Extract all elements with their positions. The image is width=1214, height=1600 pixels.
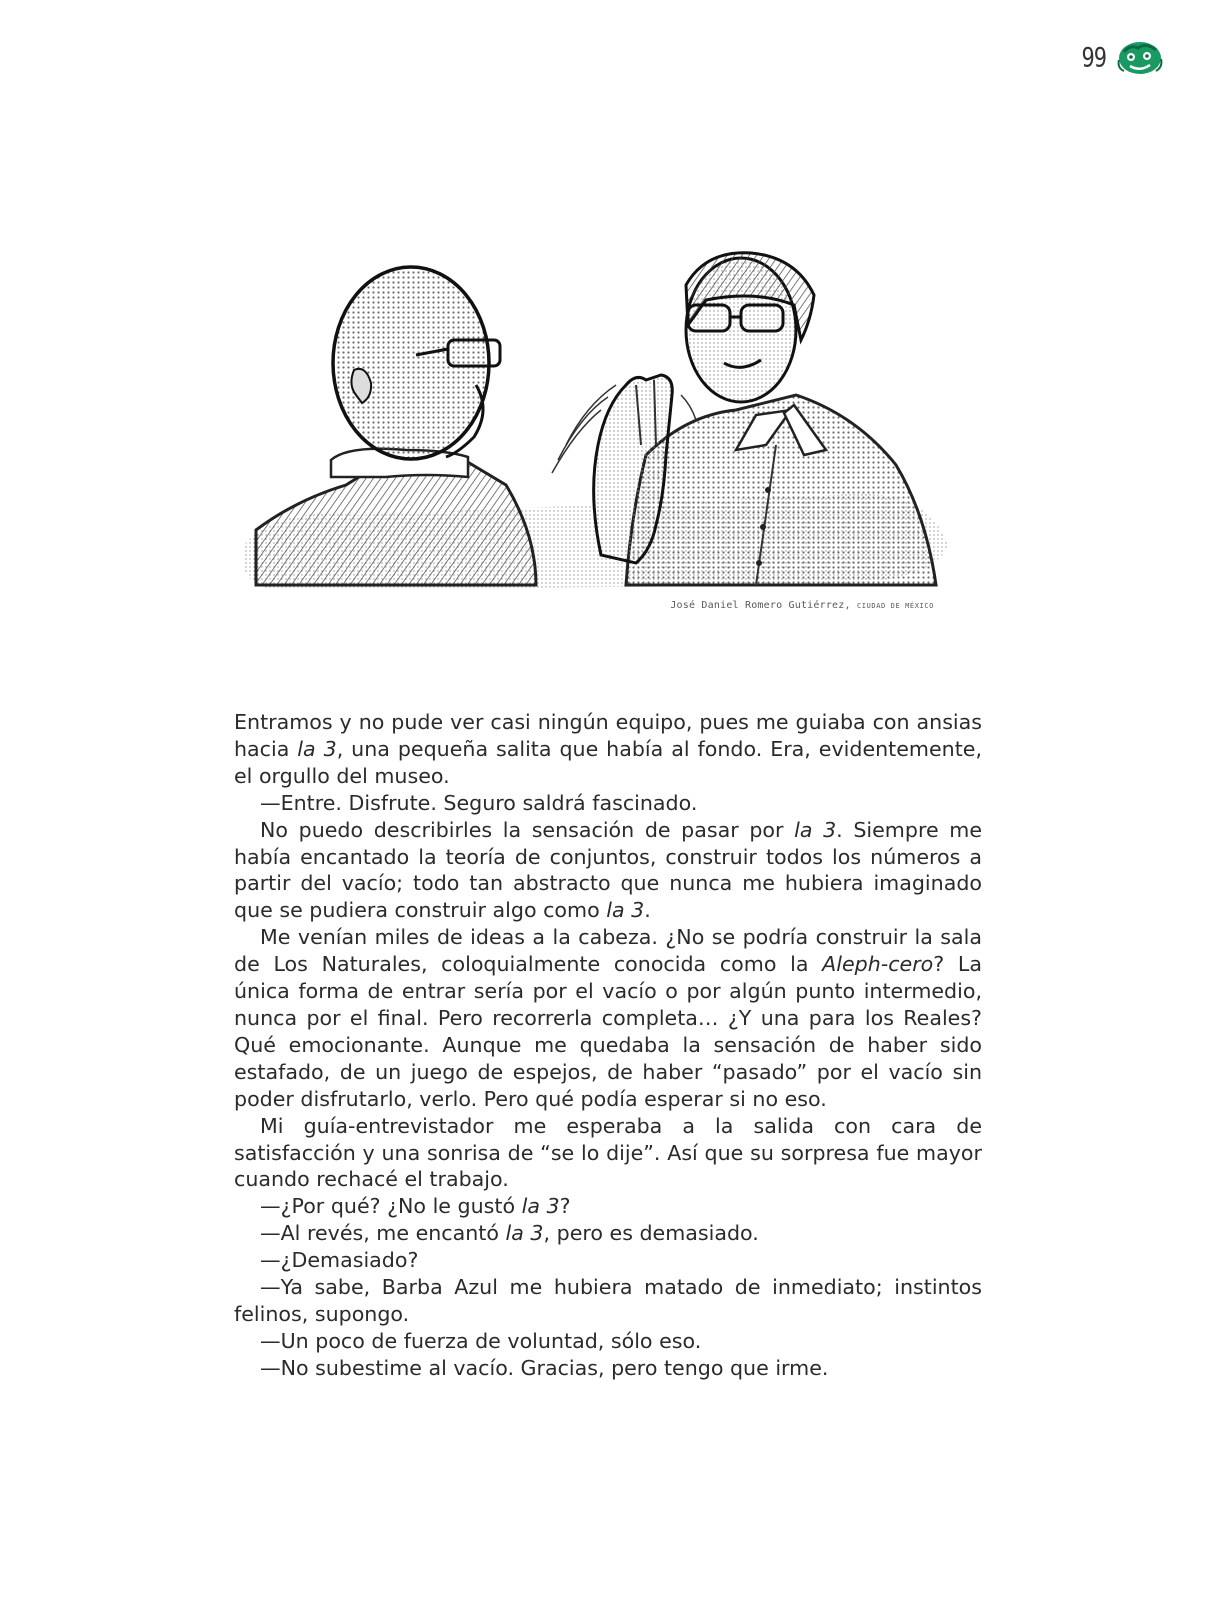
paragraph-10: —Un poco de fuerza de voluntad, sólo eso. xyxy=(260,1328,702,1353)
green-mask-emblem-icon xyxy=(1116,38,1164,78)
paragraph-1: Entramos y no pude ver casi ningún equipo, pues me guiaba con ansias hacia la 3, una pequeña salita que había al fondo. Era, evidentemente, el orgullo del museo. xyxy=(234,710,982,788)
paragraph-8: —¿Demasiado? xyxy=(260,1248,419,1273)
paragraph-3: No puedo describirles la sensación de pasar por la 3. Siempre me había encantado la teoría de conjuntos, construir todos los números a partir del vacío; todo tan abstracto que nunca me hubiera imaginado que se pudiera construir algo como la 3. xyxy=(234,817,982,923)
illustration-credit xyxy=(600,600,934,611)
paragraph-4: Me venían miles de ideas a la cabeza. ¿No se podría construir la sala de Los Naturales, coloquialmente conocida como la Aleph-cero? La única forma de entrar sería por el vacío o por algún punto intermedio, nunca por el final. Pero recorrerla completa… ¿Y una para los Reales? Qué emocionante. Aunque me quedaba la sensación de haber sido estafado, de un juego de espejos, de haber “pasado” por el vacío sin poder disfrutarlo, verlo. Pero qué podía esperar si no eso. xyxy=(234,925,982,1111)
credit-name: José Daniel Romero Gutiérrez, xyxy=(670,600,851,611)
paragraph-2: —Entre. Disfrute. Seguro saldrá fascinado. xyxy=(260,790,698,815)
page-header xyxy=(1082,38,1165,78)
paragraph-6: —¿Por qué? ¿No le gustó la 3? xyxy=(260,1194,571,1219)
page-number: 99 xyxy=(1081,43,1106,73)
paragraph-11: —No subestime al vacío. Gracias, pero tengo que irme. xyxy=(260,1355,829,1380)
paragraph-5: Mi guía-entrevistador me esperaba a la salida con cara de satisfacción y una sonrisa de “se lo dije”. Así que su sorpresa fue mayor cuando rechacé el trabajo. xyxy=(234,1113,982,1192)
paragraph-7: —Al revés, me encantó la 3, pero es demasiado. xyxy=(260,1221,759,1246)
paragraph-9: —Ya sabe, Barba Azul me hubiera matado de inmediato; instintos felinos, supongo. xyxy=(234,1275,982,1326)
story-text xyxy=(234,709,982,1382)
credit-place: CIUDAD DE MÉXICO xyxy=(856,602,934,610)
illustration xyxy=(236,245,954,617)
two-men-conversation-drawing xyxy=(236,245,954,617)
